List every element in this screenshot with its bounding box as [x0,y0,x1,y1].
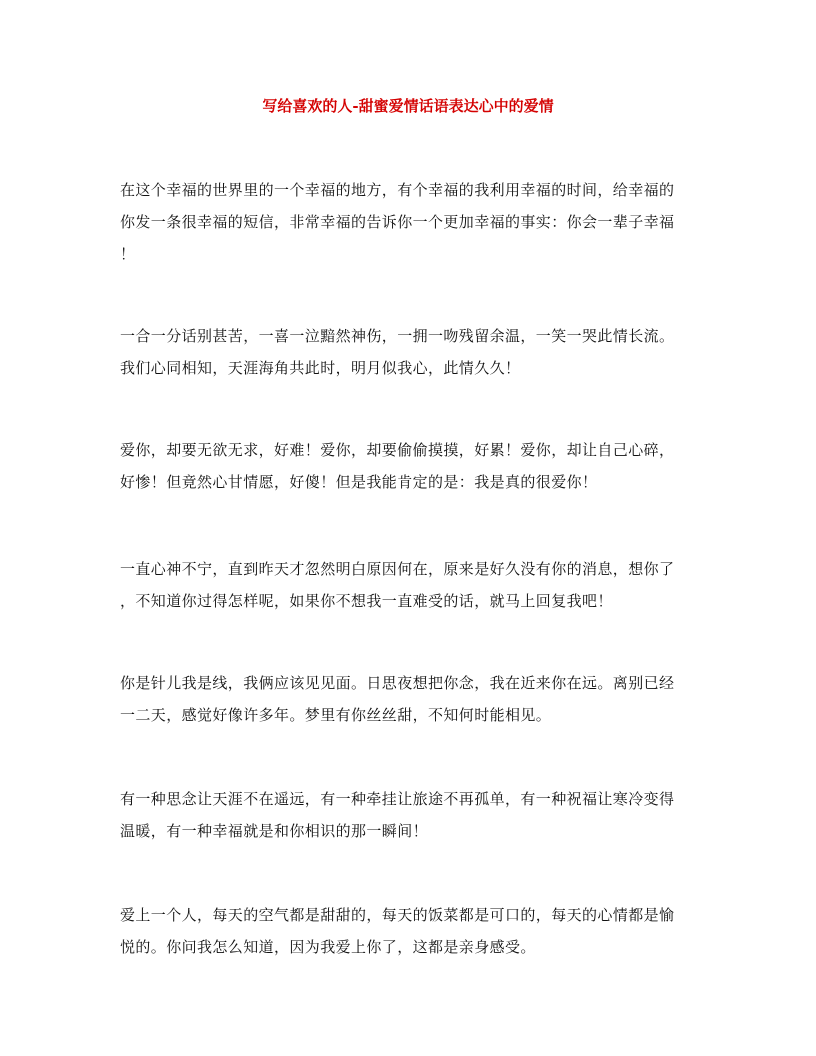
paragraph-2 [120,320,700,384]
paragraph-line: 你发一条很幸福的短信，非常幸福的告诉你一个更加幸福的事实：你会一辈子幸福 [120,213,675,231]
paragraph-line: 我们心同相知，天涯海角共此时，明月似我心，此情久久！ [120,359,521,377]
paragraph-4 [120,553,700,617]
paragraph-line: 爱上一个人，每天的空气都是甜甜的，每天的饭菜都是可口的，每天的心情都是愉 [120,906,675,924]
paragraph-line: 悦的。你问我怎么知道，因为我爱上你了，这都是亲身感受。 [120,938,536,956]
paragraph-line: 在这个幸福的世界里的一个幸福的地方，有个幸福的我利用幸福的时间，给幸福的 [120,181,675,199]
paragraph-line: 一二天，感觉好像许多年。梦里有你丝丝甜，不知何时能相见。 [120,706,552,724]
paragraph-6 [120,783,700,847]
paragraph-line: 一直心神不宁，直到昨天才忽然明白原因何在，原来是好久没有你的消息，想你了 [120,560,675,578]
paragraph-5 [120,667,700,731]
paragraph-line: ，不知道你过得怎样呢，如果你不想我一直难受的话，就马上回复我吧！ [120,592,613,610]
paragraph-line: 有一种思念让天涯不在遥远，有一种牵挂让旅途不再孤单，有一种祝福让寒冷变得 [120,790,675,808]
paragraph-line: 温暖，有一种幸福就是和你相识的那一瞬间！ [120,822,429,840]
paragraph-line: 好惨！但竟然心甘情愿，好傻！但是我能肯定的是：我是真的很爱你！ [120,473,598,491]
paragraph-line: 你是针儿我是线，我俩应该见见面。日思夜想把你念，我在近来你在远。离别已经 [120,674,675,692]
paragraph-line: ！ [120,245,136,263]
paragraph-line: 一合一分话别甚苦，一喜一泣黯然神伤，一拥一吻残留余温，一笑一哭此情长流。 [120,327,675,345]
document-title: 写给喜欢的人-甜蜜爱情话语表达心中的爱情 [262,97,554,115]
paragraph-line: 爱你，却要无欲无求，好难！爱你，却要偷偷摸摸，好累！爱你，却让自己心碎， [120,441,675,459]
paragraph-1 [120,174,700,270]
paragraph-7 [120,899,700,963]
paragraph-3 [120,434,700,498]
